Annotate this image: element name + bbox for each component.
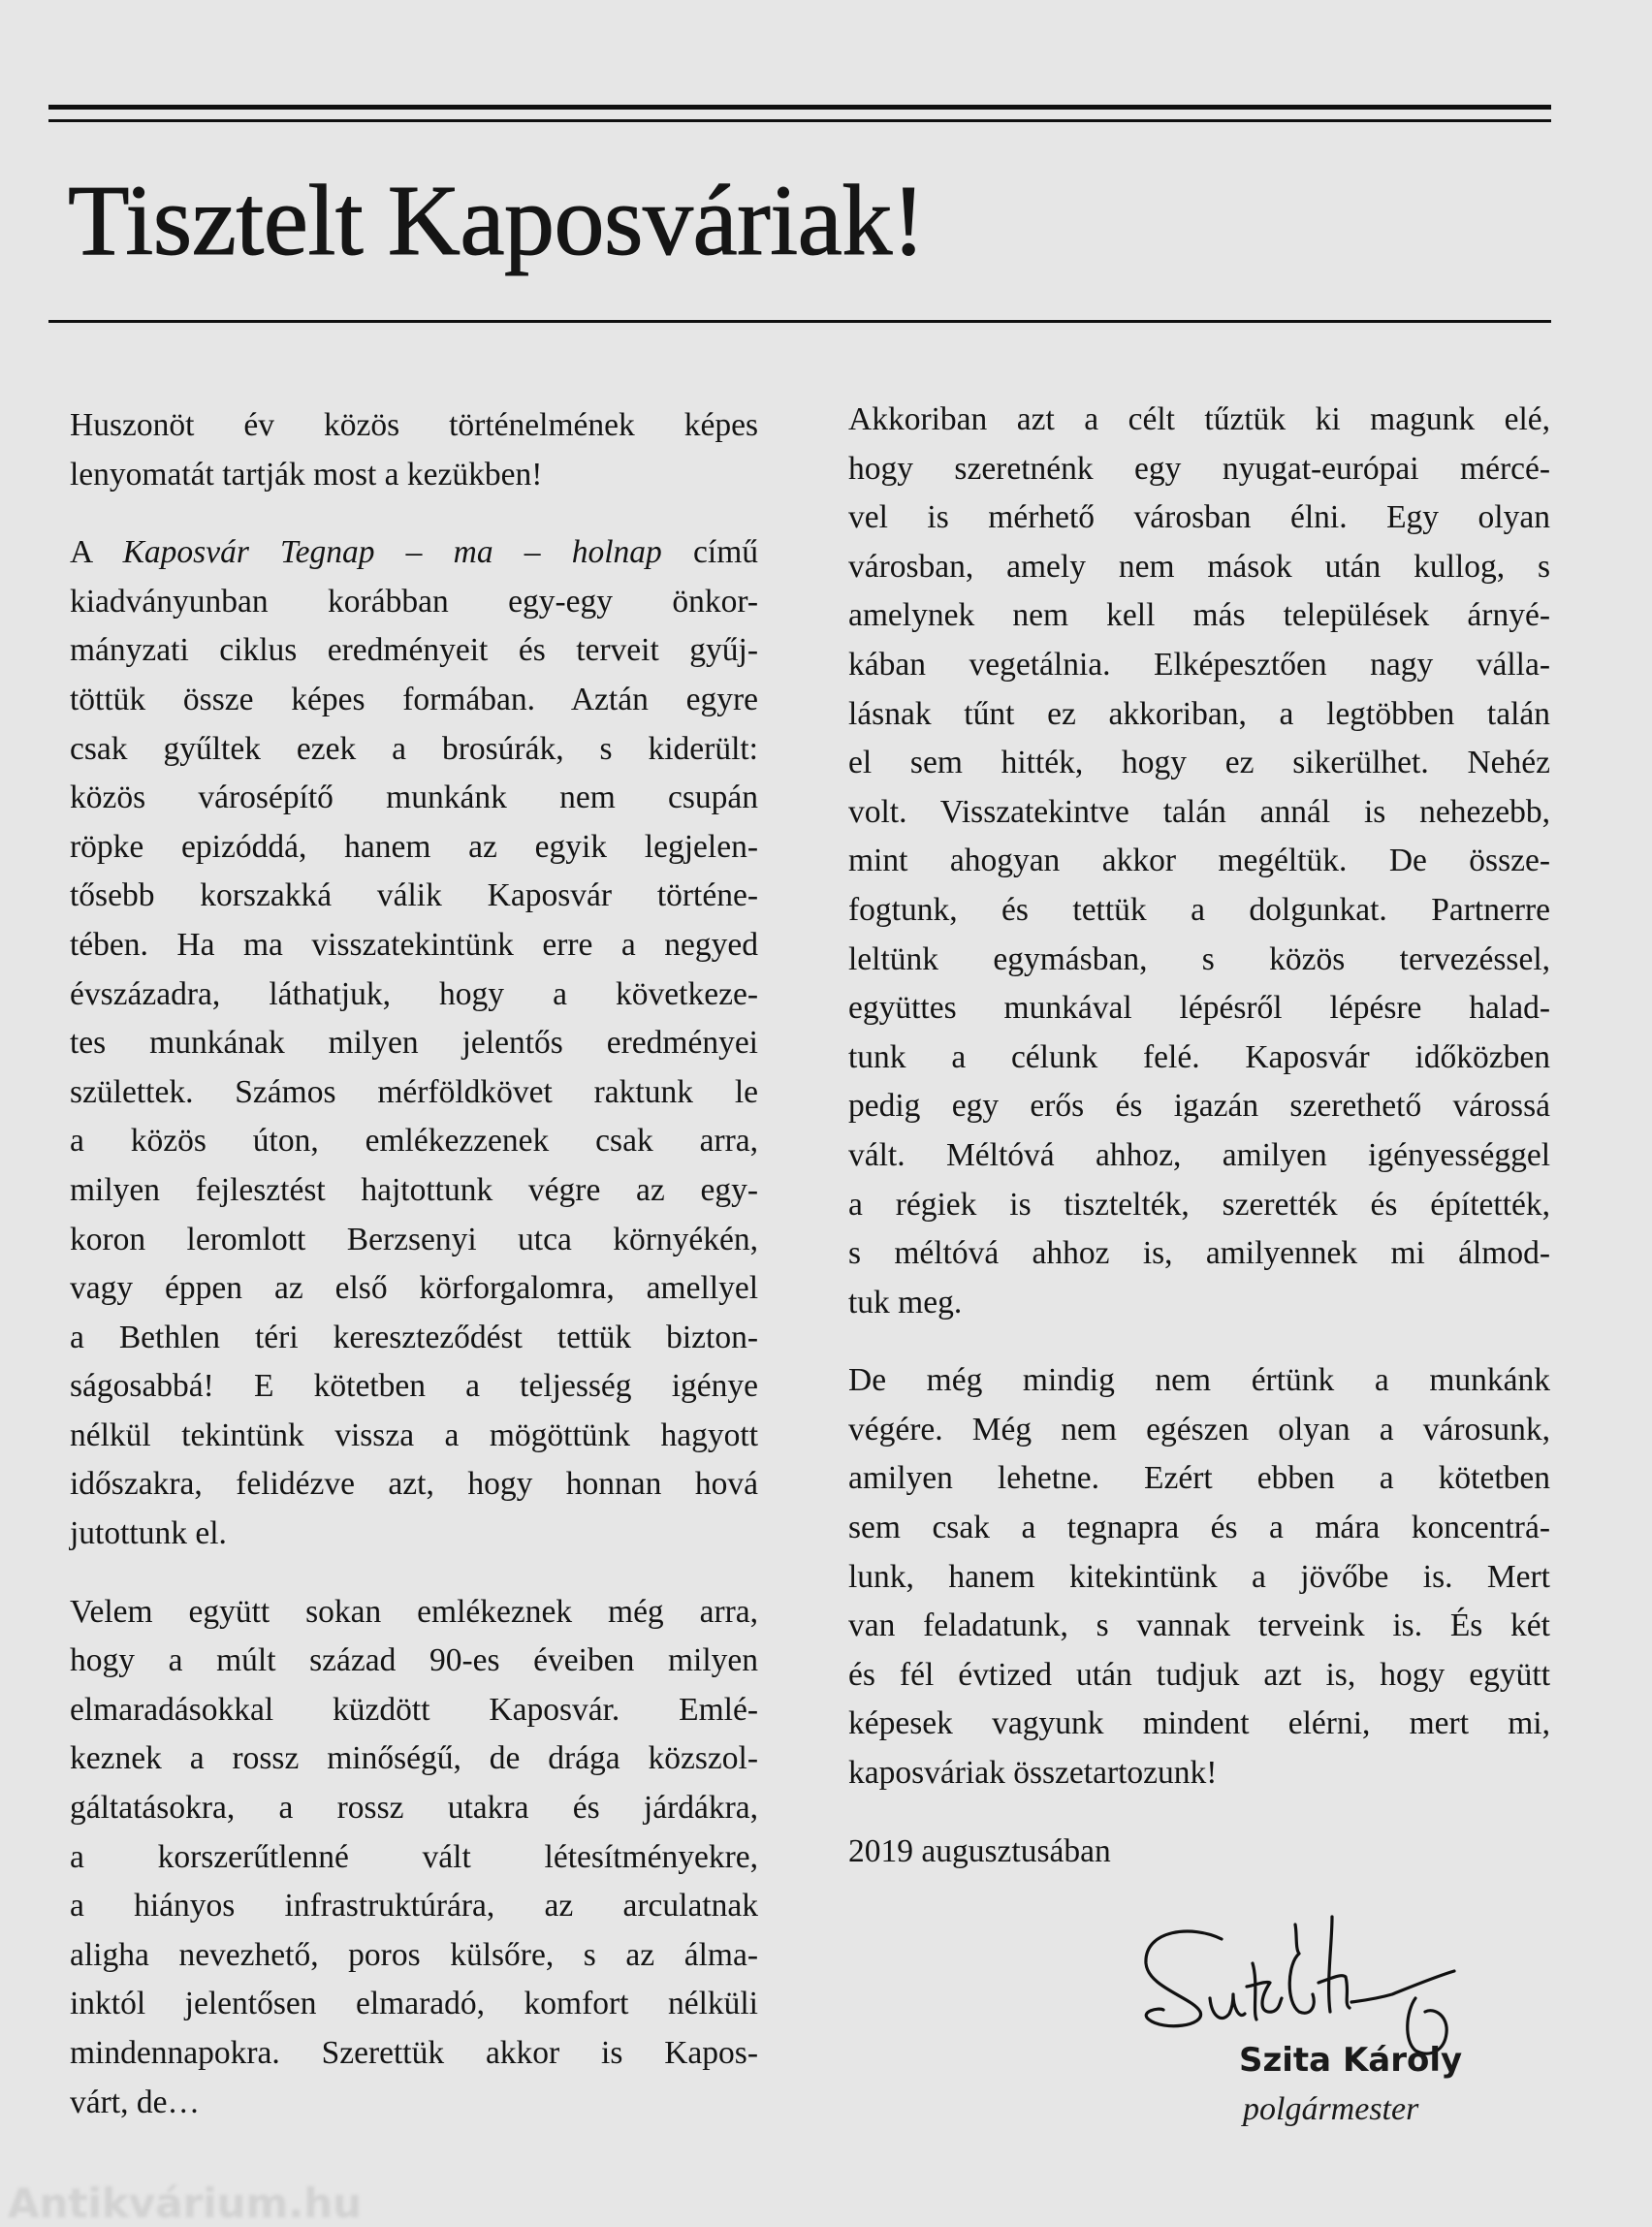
- text-line: van feladatunk, s vannak terveink is. És két: [848, 1607, 1550, 1644]
- paragraph-nineties-memories: [70, 1588, 758, 2128]
- text-line: és fél évtized után tudjuk azt is, hogy együtt: [848, 1656, 1550, 1693]
- text-line: a hiányos infrastruktúrára, az arculatnak: [70, 1888, 758, 1925]
- text-line: pedig egy erős és igazán szerethető várossá: [848, 1088, 1550, 1125]
- text-line: tősebb korszakká válik Kaposvár történe-: [70, 877, 758, 914]
- text-line: lásnak tűnt ez akkoriban, a legtöbben talán: [848, 695, 1550, 732]
- text-line: születtek. Számos mérföldkövet raktunk le: [70, 1073, 758, 1110]
- text-line: a korszerűtlenné vált létesítményekre,: [70, 1838, 758, 1875]
- text-line: gáltatásokra, a rossz utakra és járdákra,: [70, 1790, 758, 1827]
- text-line: lunk, hanem kitekintünk a jövőbe is. Mert: [848, 1558, 1550, 1595]
- right-column: [848, 396, 1550, 1876]
- text-line: együttes munkával lépésről lépésre halad-: [848, 990, 1550, 1027]
- text-line: amilyen lehetne. Ezért ebben a kötetben: [848, 1460, 1550, 1497]
- paragraph-intro: [70, 401, 758, 499]
- text-line: csak gyűltek ezek a brosúrák, s kiderült:: [70, 730, 758, 767]
- page-title: Tisztelt Kaposváriak!: [68, 165, 925, 276]
- signer-name: Szita Károly: [1239, 2041, 1463, 2080]
- left-column: [70, 401, 758, 2156]
- text-line: elmaradásokkal küzdött Kaposvár. Emlé-: [70, 1691, 758, 1728]
- text-line: Akkoriban azt a célt tűztük ki magunk elé,: [848, 401, 1550, 437]
- text-line: A Kaposvár Tegnap – ma – holnap című: [70, 534, 759, 571]
- paragraph-future: [848, 1356, 1550, 1798]
- text-line: fogtunk, és tettük a dolgunkat. Partnerre: [848, 891, 1550, 928]
- text-line: Velem együtt sokan emlékeznek még arra,: [70, 1593, 758, 1630]
- text-line: amelynek nem kell más települések árnyé-: [848, 597, 1550, 634]
- text-line: hogy a múlt század 90-es éveiben milyen: [70, 1642, 758, 1679]
- text-line: De még mindig nem értünk a munkánk: [848, 1362, 1550, 1399]
- paragraph-goals: [848, 396, 1550, 1327]
- text-line: koron leromlott Berzsenyi utca környékén,: [70, 1221, 758, 1257]
- text-line: s méltóvá ahhoz is, amilyennek mi álmod-: [848, 1235, 1550, 1272]
- text-line: mányzati ciklus eredményeit és terveit gyűj-: [70, 632, 758, 669]
- text-line: tes munkának milyen jelentős eredményei: [70, 1025, 758, 1062]
- text-line: milyen fejlesztést hajtottunk végre az egy-: [70, 1171, 758, 1208]
- text-line: Huszonöt év közös történelmének képes: [70, 407, 758, 443]
- text-line: inktól jelentősen elmaradó, komfort nélküli: [70, 1986, 758, 2022]
- header-rule-thin: [48, 119, 1551, 122]
- signer-role: polgármester: [1243, 2091, 1419, 2127]
- text-line: évszázadra, láthatjuk, hogy a következe-: [70, 975, 758, 1012]
- text-line: tuk meg.: [848, 1284, 963, 1320]
- text-line: kában vegetálnia. Elképesztően nagy válla-: [848, 646, 1550, 683]
- text-line: közös városépítő munkánk nem csupán: [70, 779, 758, 816]
- text-line: képesek vagyunk mindent elérni, mert mi,: [848, 1705, 1550, 1742]
- text-line: el sem hitték, hogy ez sikerülhet. Nehéz: [848, 745, 1550, 781]
- text-line: városban, amely nem mások után kullog, s: [848, 548, 1550, 585]
- text-line: nélkül tekintünk vissza a mögöttünk hagyott: [70, 1416, 758, 1453]
- paragraph-publication-history: [70, 528, 758, 1558]
- text-line: vagy éppen az első körforgalomra, amellyel: [70, 1270, 758, 1307]
- watermark: Antikvárium.hu: [8, 2179, 363, 2227]
- signature-block: [1125, 1905, 1551, 2128]
- header-rule-thick: [48, 105, 1551, 110]
- text-line: végére. Még nem egészen olyan a városunk,: [848, 1411, 1550, 1448]
- text-line: a Bethlen téri kereszteződést tettük bizton-: [70, 1319, 758, 1355]
- letter-date: 2019 augusztusában: [848, 1832, 1111, 1869]
- text-line: vel is mérhető városban élni. Egy olyan: [848, 499, 1550, 536]
- text-line: vált. Méltóvá ahhoz, amilyen igényességgel: [848, 1136, 1550, 1173]
- text-line: a közös úton, emlékezzenek csak arra,: [70, 1123, 758, 1160]
- text-line: töttük össze képes formában. Aztán egyre: [70, 681, 758, 717]
- text-line: röpke epizóddá, hanem az egyik legjelen-: [70, 828, 758, 865]
- text-line: keznek a rossz minőségű, de drága közszol-: [70, 1740, 758, 1777]
- text-line: mindennapokra. Szerettük akkor is Kapos-: [70, 2035, 758, 2071]
- text-line: sem csak a tegnapra és a mára koncentrá-: [848, 1510, 1550, 1546]
- text-line: tunk a célunk felé. Kaposvár időközben: [848, 1038, 1550, 1075]
- text-line: időszakra, felidézve azt, hogy honnan hová: [70, 1466, 758, 1503]
- text-line: volt. Visszatekintve talán annál is nehezebb,: [848, 793, 1550, 830]
- text-line: lenyomatát tartják most a kezükben!: [70, 456, 543, 493]
- text-line: tében. Ha ma visszatekintünk erre a negyed: [70, 926, 758, 963]
- text-line: leltünk egymásban, s közös tervezéssel,: [848, 940, 1550, 977]
- text-line: kaposváriak összetartozunk!: [848, 1755, 1218, 1792]
- text-line: mint ahogyan akkor megéltük. De össze-: [848, 843, 1550, 879]
- text-line: a régiek is tisztelték, szerették és építették,: [848, 1186, 1550, 1223]
- text-line: aligha nevezhető, poros külsőre, s az álma-: [70, 1936, 758, 1973]
- title-rule-bottom: [48, 320, 1551, 323]
- text-line: hogy szeretnénk egy nyugat-európai mércé-: [848, 450, 1550, 487]
- text-line: jutottunk el.: [70, 1515, 227, 1552]
- text-line: várt, de…: [70, 2084, 200, 2120]
- text-line: ságosabbá! E kötetben a teljesség igénye: [70, 1368, 758, 1405]
- italic-publication-title: Kaposvár Tegnap – ma – holnap: [122, 534, 662, 571]
- text-line: kiadványunban korábban egy-egy önkor-: [70, 583, 758, 620]
